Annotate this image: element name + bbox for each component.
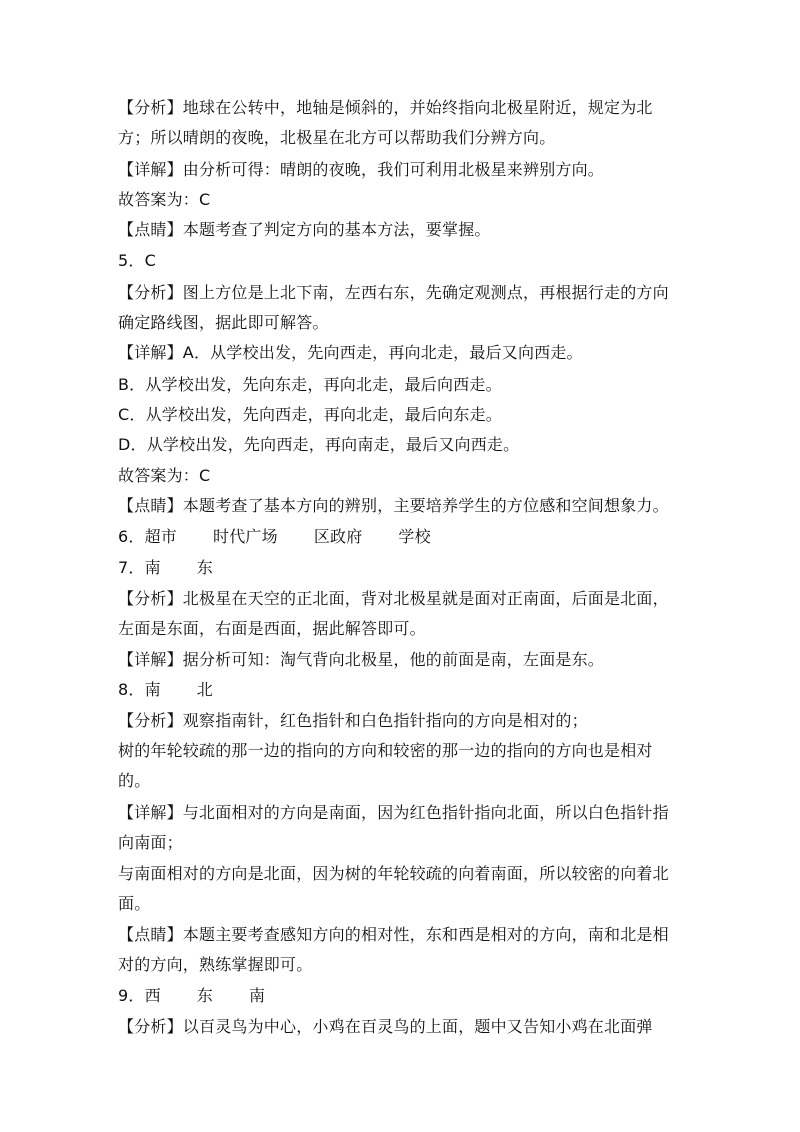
answer-blank: 北 (196, 680, 213, 699)
text-line: 【分析】地球在公转中，地轴是倾斜的，并始终指向北极星附近，规定为北 (118, 98, 653, 117)
answer-blank: 时代广场 (213, 527, 278, 546)
answer-blank: 东 (196, 986, 213, 1005)
question-number: 8． (118, 680, 145, 699)
text-line: 左面是东面，右面是西面，据此解答即可。 (118, 619, 426, 638)
text-line: 的。 (118, 771, 151, 790)
text-line: 【详解】A．从学校出发，先向西走，再向北走，最后又向西走。 (118, 343, 583, 362)
text-line: 【详解】据分析可知：淘气背向北极星，他的前面是南，左面是东。 (118, 650, 605, 669)
text-line: 【分析】以百灵鸟为中心，小鸡在百灵鸟的上面，题中又告知小鸡在北面弹 (118, 1017, 653, 1036)
text-line: 【详解】由分析可得：晴朗的夜晚，我们可利用北极星来辨别方向。 (118, 160, 605, 179)
question-6-answer (118, 527, 688, 547)
answer-blank: 区政府 (313, 527, 363, 546)
text-line: 【点睛】本题考查了基本方向的辨别，主要培养学生的方位感和空间想象力。 (118, 496, 669, 515)
question-9-answer (118, 986, 688, 1006)
answer-blank: 学校 (398, 527, 431, 546)
answer-blank: 南 (249, 986, 266, 1005)
answer-blank: 东 (196, 558, 213, 577)
question-8-answer (118, 680, 688, 700)
question-number: 5．C (118, 251, 156, 270)
text-line: 确定路线图，据此即可解答。 (118, 313, 329, 332)
question-7-answer (118, 558, 688, 578)
text-line: 对的方向，熟练掌握即可。 (118, 955, 313, 974)
answer-blank: 南 (144, 680, 161, 699)
text-line: B．从学校出发，先向东走，再向北走，最后向西走。 (118, 375, 502, 394)
text-line: 故答案为：C (118, 190, 211, 209)
question-number: 9． (118, 986, 145, 1005)
text-line: C．从学校出发，先向西走，再向北走，最后向东走。 (118, 405, 502, 424)
text-line: 【分析】北极星在天空的正北面，背对北极星就是面对正南面，后面是北面， (118, 589, 669, 608)
text-line: 【分析】观察指南针，红色指针和白色指针指向的方向是相对的； (118, 711, 588, 730)
text-line: 【点睛】本题主要考查感知方向的相对性，东和西是相对的方向，南和北是相 (118, 925, 669, 944)
text-line: D．从学校出发，先向西走，再向南走，最后又向西走。 (118, 435, 520, 454)
text-line: 与南面相对的方向是北面，因为树的年轮较疏的向着南面，所以较密的向着北 (118, 864, 669, 883)
answer-blank: 超市 (144, 527, 177, 546)
text-line: 【点睛】本题考查了判定方向的基本方法，要掌握。 (118, 220, 491, 239)
answer-blank: 南 (144, 558, 161, 577)
question-number: 6． (118, 527, 145, 546)
text-line: 树的年轮较疏的那一边的指向的方向和较密的那一边的指向的方向也是相对 (118, 741, 653, 760)
text-line: 【详解】与北面相对的方向是南面，因为红色指针指向北面，所以白色指针指 (118, 803, 669, 822)
question-number: 7． (118, 558, 145, 577)
text-line: 方；所以晴朗的夜晚，北极星在北方可以帮助我们分辨方向。 (118, 128, 556, 147)
text-line: 【分析】图上方位是上北下南，左西右东，先确定观测点，再根据行走的方向 (118, 283, 669, 302)
answer-blank: 西 (144, 986, 161, 1005)
text-line: 面。 (118, 894, 151, 913)
text-line: 向南面； (118, 833, 183, 852)
text-line: 故答案为：C (118, 466, 211, 485)
